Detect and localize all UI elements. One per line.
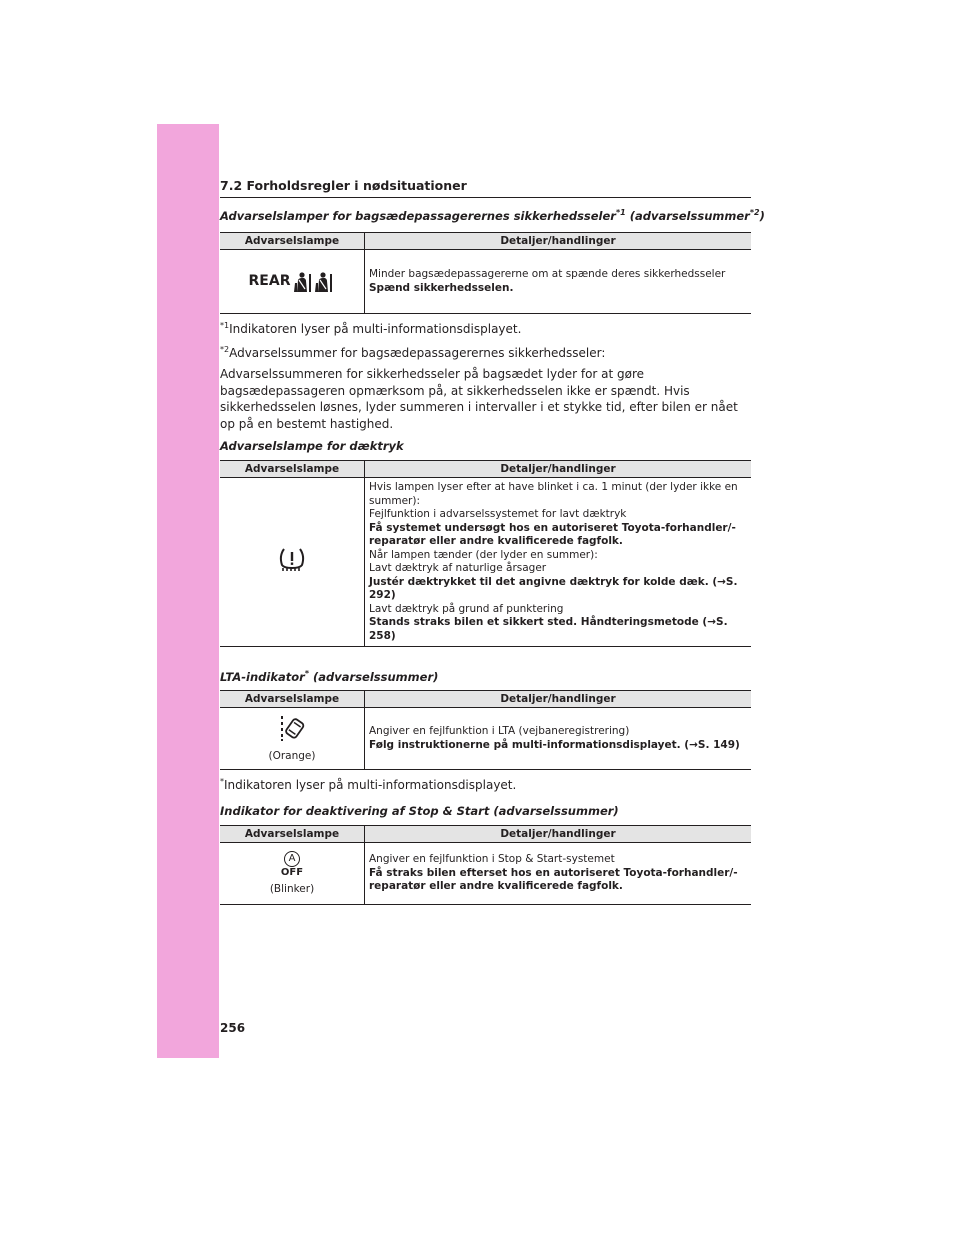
lamp-cell bbox=[220, 708, 365, 770]
col-header-details: Detaljer/handlinger bbox=[365, 233, 752, 250]
details-cell: Minder bagsædepassagererne om at spænde deres sikkerhedsseler Spænd sikkerhedsselen. bbox=[365, 250, 752, 314]
details-cell: Angiver en fejlfunktion i Stop & Start-systemet Få straks bilen efterset hos en autoriseret Toyota-forhandler/-reparatør eller andre kvalificerede fagfolk. bbox=[365, 843, 752, 905]
lamp-cell bbox=[220, 843, 365, 905]
lta-lane-icon bbox=[224, 714, 360, 747]
col-header-details: Detaljer/handlinger bbox=[365, 826, 752, 843]
col-header-lamp: Advarselslampe bbox=[220, 826, 365, 843]
tire-pressure-table bbox=[220, 460, 751, 647]
icon-color-caption: (Orange) bbox=[268, 750, 316, 762]
col-header-lamp: Advarselslampe bbox=[220, 691, 365, 708]
icon-blink-caption: (Blinker) bbox=[269, 883, 315, 895]
details-cell: Angiver en fejlfunktion i LTA (vejbaneregistrering) Følg instruktionerne på multi-informationsdisplayet. (→S. 149) bbox=[365, 708, 752, 770]
lamp-cell bbox=[220, 478, 365, 647]
details-cell: Hvis lampen lyser efter at have blinket i ca. 1 minut (der lyder ikke en summer): Fejlfunktion i advarselssystemet for lavt dæktryk Få systemet undersøgt hos en autoriseret Toyota-forhandler/-reparatør eller andre kvalificerede fagfolk. Når lampen tænder (der lyder en summer): Lavt dæktryk af naturlige årsager Justér dæktrykket til det angivne dæktryk for kolde dæk. (→S. 292) Lavt dæktryk på grund af punktering Stands straks bilen et sikkert sted. Håndteringsmetode (→S. 258) bbox=[365, 478, 752, 647]
heading-tire-pressure: Advarselslampe for dæktryk bbox=[220, 439, 404, 453]
col-header-details: Detaljer/handlinger bbox=[365, 691, 752, 708]
heading-rear-seatbelt: Advarselslamper for bagsædepassagerernes sikkerhedsseler$^{*1}$ (advarselssummer$^{*2}$) bbox=[220, 208, 765, 223]
footnote-lta: *Indikatoren lyser på multi-informationsdisplayet. bbox=[220, 777, 517, 792]
footnote-2: $^{*2}$Advarselssummer for bagsædepassagerernes sikkerhedsseler: bbox=[220, 345, 606, 360]
rear-seatbelt-table bbox=[220, 232, 751, 314]
stop-start-off-icon: A OFF bbox=[280, 852, 304, 878]
col-header-lamp: Advarselslampe bbox=[220, 461, 365, 478]
heading-lta: LTA-indikator* (advarselssummer) bbox=[220, 669, 439, 684]
lta-table bbox=[220, 690, 751, 770]
tire-pressure-warning-icon bbox=[277, 565, 307, 577]
chapter-tab-strip bbox=[157, 124, 219, 1058]
col-header-details: Detaljer/handlinger bbox=[365, 461, 752, 478]
section-title: 7.2 Forholdsregler i nødsituationer bbox=[220, 178, 751, 198]
heading-stop-start: Indikator for deaktivering af Stop & Start (advarselssummer) bbox=[220, 804, 619, 818]
page-number: 256 bbox=[220, 1021, 246, 1035]
lamp-cell bbox=[220, 250, 365, 314]
col-header-lamp: Advarselslampe bbox=[220, 233, 365, 250]
rear-seatbelt-icon: REAR bbox=[249, 271, 336, 293]
stop-start-table bbox=[220, 825, 751, 905]
body-paragraph: Advarselssummeren for sikkerhedsseler på bagsædet lyder for at gøre bagsædepassageren opmærksom på, at sikkerhedsselen ikke er spændt. Hvis sikkerhedsselen løsnes, lyder summeren i intervaller i et stykke tid, efter bilen er nået op på en bestemt hastighed. bbox=[220, 367, 738, 431]
footnote-1: $^{*1}$Indikatoren lyser på multi-informationsdisplayet. bbox=[220, 321, 522, 336]
